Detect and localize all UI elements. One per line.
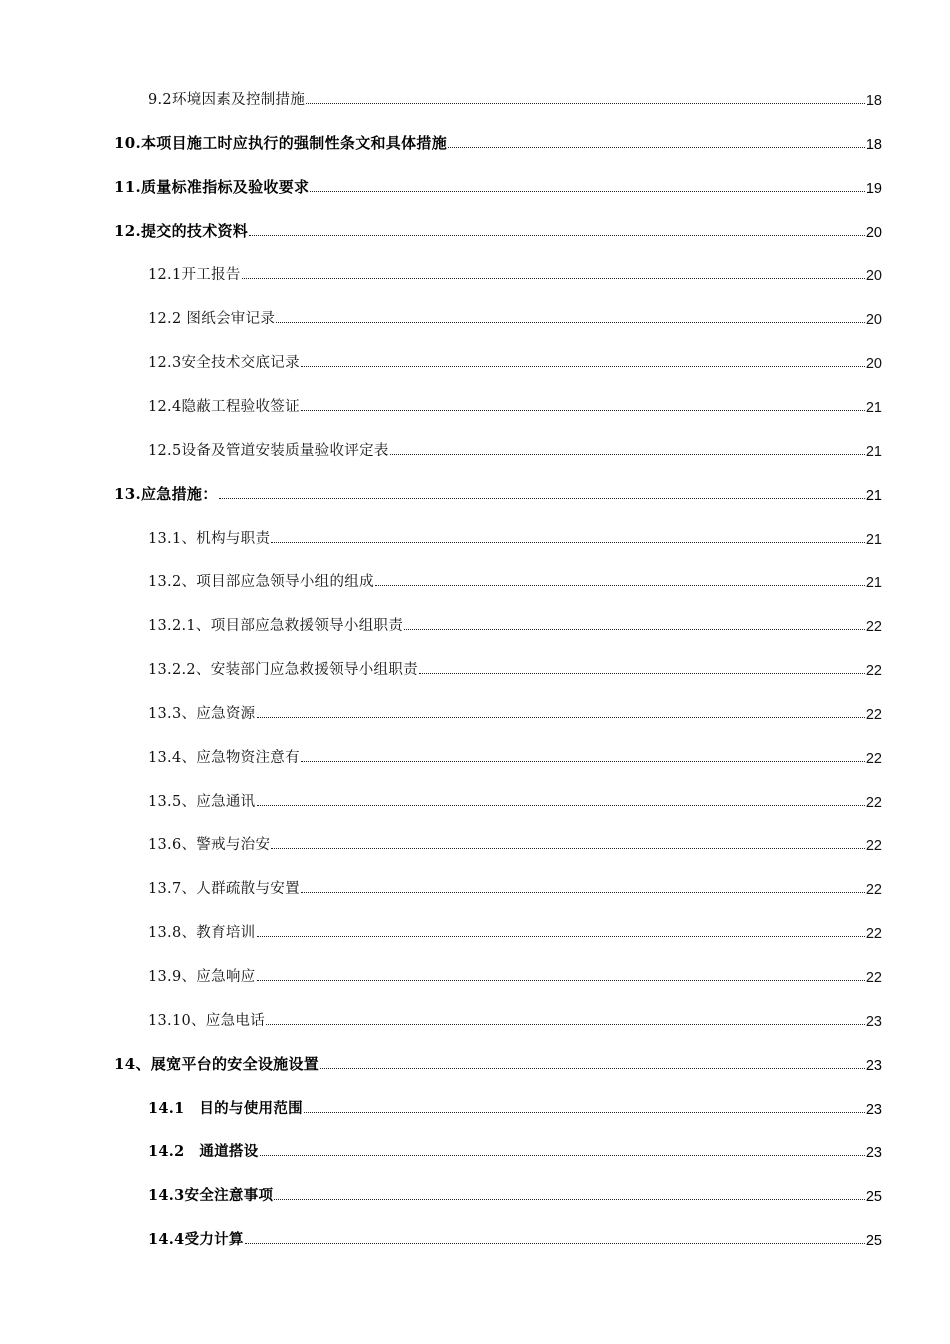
- toc-dot-leader: [375, 585, 865, 586]
- toc-entry-title: 12.提交的技术资料: [114, 222, 249, 240]
- toc-entry-title: 13.10、应急电话: [148, 1013, 266, 1029]
- toc-entry[interactable]: [148, 260, 882, 284]
- toc-entry-page-number: 22: [865, 926, 882, 942]
- toc-entry-page-number: 22: [865, 882, 882, 898]
- toc-dot-leader: [306, 103, 865, 104]
- toc-entry-page-number: 18: [865, 93, 882, 109]
- toc-entry-page-number: 20: [865, 356, 882, 372]
- toc-entry-page-number: 23: [865, 1145, 882, 1161]
- toc-entry-page-number: 23: [865, 1102, 882, 1118]
- toc-entry[interactable]: [148, 699, 882, 723]
- toc-dot-leader: [274, 1199, 865, 1200]
- toc-entry[interactable]: [148, 304, 882, 328]
- toc-entry[interactable]: [148, 1181, 882, 1205]
- toc-dot-leader: [310, 191, 865, 192]
- toc-entry-page-number: 22: [865, 619, 882, 635]
- toc-entry-page-number: 22: [865, 838, 882, 854]
- toc-entry[interactable]: [114, 173, 882, 197]
- toc-dot-leader: [276, 322, 865, 323]
- toc-entry[interactable]: [148, 874, 882, 898]
- toc-dot-leader: [271, 542, 865, 543]
- toc-dot-leader: [404, 629, 865, 630]
- toc-entry-title: 14.3安全注意事项: [148, 1187, 274, 1204]
- toc-entry-title: 14、展宽平台的安全设施设置: [114, 1055, 320, 1073]
- toc-entry-page-number: 23: [865, 1014, 882, 1030]
- toc-dot-leader: [242, 278, 865, 279]
- toc-dot-leader: [257, 717, 865, 718]
- toc-entry-page-number: 18: [865, 137, 882, 153]
- toc-entry-page-number: 23: [865, 1058, 882, 1074]
- toc-dot-leader: [257, 936, 865, 937]
- toc-dot-leader: [301, 761, 865, 762]
- toc-entry-page-number: 21: [865, 532, 882, 548]
- toc-entry-page-number: 22: [865, 795, 882, 811]
- toc-entry-title: 9.2环境因素及控制措施: [148, 92, 306, 108]
- toc-dot-leader: [266, 1024, 865, 1025]
- toc-entry-title: 13.2.2、安装部门应急救援领导小组职责: [148, 662, 418, 678]
- toc-entry-title: 12.3安全技术交底记录: [148, 355, 300, 371]
- toc-entry[interactable]: [114, 129, 882, 153]
- toc-entry[interactable]: [148, 962, 882, 986]
- toc-entry-page-number: 19: [865, 181, 882, 197]
- toc-entry[interactable]: [148, 392, 882, 416]
- toc-entry-page-number: 22: [865, 970, 882, 986]
- toc-entry[interactable]: [148, 1225, 882, 1249]
- toc-entry-page-number: 20: [865, 312, 882, 328]
- toc-entry-title: 12.4隐蔽工程验收签证: [148, 399, 300, 415]
- toc-entry-title: 13.3、应急资源: [148, 706, 256, 722]
- toc-dot-leader: [245, 1243, 865, 1244]
- toc-entry[interactable]: [148, 830, 882, 854]
- toc-dot-leader: [301, 366, 865, 367]
- toc-dot-leader: [260, 1155, 865, 1156]
- toc-entry-title: 13.2.1、项目部应急救援领导小组职责: [148, 618, 404, 634]
- toc-entry-page-number: 25: [865, 1189, 882, 1205]
- toc-entry[interactable]: [148, 743, 882, 767]
- toc-dot-leader: [448, 147, 865, 148]
- toc-dot-leader: [390, 454, 865, 455]
- toc-entry-title: 10.本项目施工时应执行的强制性条文和具体措施: [114, 134, 447, 152]
- toc-entry[interactable]: [148, 1094, 882, 1118]
- toc-entry-title: 12.2 图纸会审记录: [148, 311, 276, 327]
- toc-dot-leader: [257, 980, 865, 981]
- toc-entry-title: 14.1 目的与使用范围: [148, 1100, 303, 1117]
- toc-entry-page-number: 21: [865, 444, 882, 460]
- toc-entry[interactable]: [114, 217, 882, 241]
- toc-entry-title: 13.7、人群疏散与安置: [148, 881, 300, 897]
- toc-entry-page-number: 22: [865, 707, 882, 723]
- toc-entry-title: 12.1开工报告: [148, 267, 241, 283]
- toc-entry-page-number: 25: [865, 1233, 882, 1249]
- toc-entry[interactable]: [148, 1006, 882, 1030]
- toc-entry-page-number: 20: [865, 268, 882, 284]
- toc-entry-title: 13.8、教育培训: [148, 925, 256, 941]
- toc-entry-title: 13.2、项目部应急领导小组的组成: [148, 574, 374, 590]
- toc-entry[interactable]: [114, 1050, 882, 1074]
- toc-dot-leader: [249, 235, 865, 236]
- toc-entry-title: 13.6、警戒与治安: [148, 837, 271, 853]
- toc-entry[interactable]: [148, 918, 882, 942]
- toc-entry-title: 13.应急措施：: [114, 485, 218, 503]
- toc-entry[interactable]: [148, 611, 882, 635]
- toc-dot-leader: [304, 1112, 865, 1113]
- toc-dot-leader: [219, 498, 865, 499]
- toc-dot-leader: [301, 892, 865, 893]
- toc-entry-title: 13.4、应急物资注意有: [148, 750, 300, 766]
- toc-entry-page-number: 20: [865, 225, 882, 241]
- toc-entry-title: 13.5、应急通讯: [148, 794, 256, 810]
- toc-dot-leader: [320, 1068, 865, 1069]
- toc-entry-page-number: 22: [865, 751, 882, 767]
- toc-dot-leader: [271, 848, 865, 849]
- toc-entry[interactable]: [148, 655, 882, 679]
- toc-entry-title: 11.质量标准指标及验收要求: [114, 178, 310, 196]
- toc-entry[interactable]: [148, 85, 882, 109]
- toc-entry-page-number: 21: [865, 575, 882, 591]
- toc-entry-title: 14.2 通道搭设: [148, 1143, 259, 1160]
- toc-entry[interactable]: [148, 567, 882, 591]
- toc-entry[interactable]: [148, 524, 882, 548]
- toc-entry[interactable]: [148, 348, 882, 372]
- toc-entry[interactable]: [148, 1137, 882, 1161]
- toc-dot-leader: [257, 805, 865, 806]
- toc-entry[interactable]: [148, 787, 882, 811]
- toc-entry-title: 12.5设备及管道安装质量验收评定表: [148, 443, 389, 459]
- toc-entry-page-number: 22: [865, 663, 882, 679]
- toc-entry-page-number: 21: [865, 488, 882, 504]
- toc-dot-leader: [301, 410, 865, 411]
- toc-entry-page-number: 21: [865, 400, 882, 416]
- toc-entry-title: 13.9、应急响应: [148, 969, 256, 985]
- toc-entry[interactable]: [148, 436, 882, 460]
- toc-entry[interactable]: [114, 480, 882, 504]
- toc-dot-leader: [419, 673, 865, 674]
- toc-entry-title: 14.4受力计算: [148, 1231, 244, 1248]
- toc-entry-title: 13.1、机构与职责: [148, 531, 271, 547]
